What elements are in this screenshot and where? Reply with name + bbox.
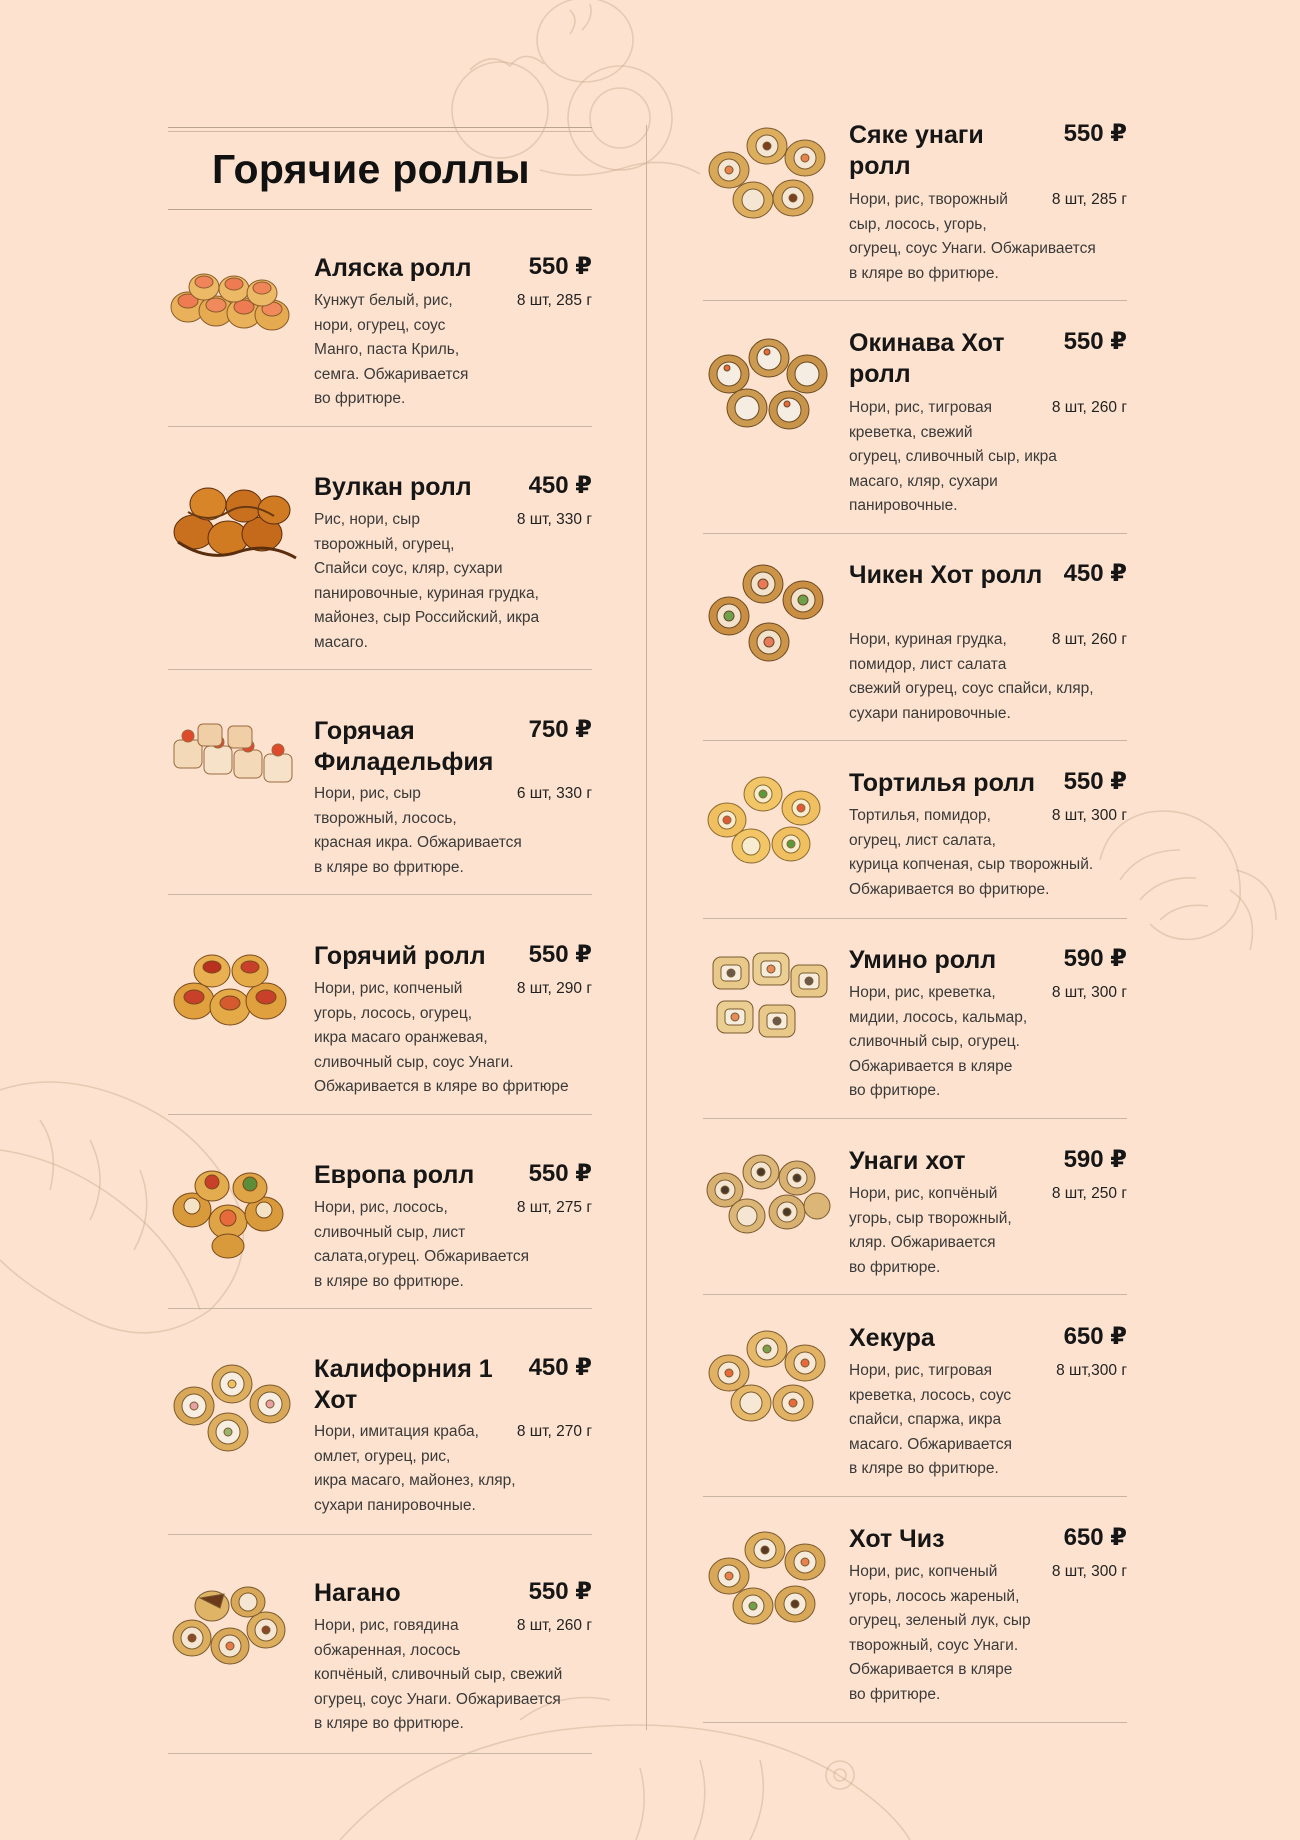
item-name: Горячий ролл xyxy=(314,942,486,970)
item-price: 450 ₽ xyxy=(528,1354,592,1381)
menu-item xyxy=(168,472,592,668)
item-description: Нори, рис, тигровая креветка, лосось, соус спайси, спаржа, икра масаго. Обжаривается в кляре во фритюре. xyxy=(849,1362,1013,1477)
item-price: 550 ₽ xyxy=(528,1578,592,1605)
item-name: Унаги хот xyxy=(849,1147,966,1175)
item-divider xyxy=(168,1114,592,1115)
item-description: Нори, куриная грудка, помидор, лист салата свежий огурец, соус спайси, кляр, сухари панировочные. xyxy=(849,631,1094,722)
menu-item xyxy=(168,716,592,892)
item-divider xyxy=(168,669,592,670)
item-description: Нори, рис, копченый угорь, лосось жареный, огурец, зеленый лук, сыр творожный, соус Унаги. Обжаривается в кляре во фритюре. xyxy=(849,1563,1031,1703)
title-frame xyxy=(168,127,592,210)
item-weight: 8 шт, 270 г xyxy=(516,1423,592,1440)
roll-photo xyxy=(168,716,298,796)
item-description: Нори, рис, креветка, мидии, лосось, кальмар, сливочный сыр, огурец. Обжаривается в кляре во фритюре. xyxy=(849,984,1028,1099)
menu-item xyxy=(168,1354,592,1534)
roll-photo xyxy=(168,255,298,347)
item-divider xyxy=(703,1722,1127,1723)
menu-item xyxy=(168,253,592,425)
roll-photo xyxy=(703,768,833,868)
item-description: Тортилья, помидор, огурец, лист салата, курица копченая, сыр творожный. Обжаривается во фритюре. xyxy=(849,807,1094,898)
item-name: Вулкан ролл xyxy=(314,473,472,501)
item-divider xyxy=(168,1753,592,1754)
item-weight: 8 шт, 290 г xyxy=(516,980,592,997)
item-price: 550 ₽ xyxy=(1063,120,1127,147)
item-weight: 8 шт, 285 г xyxy=(1051,191,1127,208)
item-price: 650 ₽ xyxy=(1063,1323,1127,1350)
menu-item xyxy=(703,1323,1127,1496)
item-price: 650 ₽ xyxy=(1063,1524,1127,1551)
item-price: 550 ₽ xyxy=(528,1160,592,1187)
item-weight: 8 шт, 260 г xyxy=(1051,399,1127,416)
menu-item xyxy=(703,1146,1127,1294)
roll-photo xyxy=(703,120,833,226)
item-weight: 8 шт, 300 г xyxy=(1051,1563,1127,1580)
item-divider xyxy=(168,1308,592,1309)
item-name: Чикен Хот ролл xyxy=(849,561,1043,589)
item-weight: 8 шт, 300 г xyxy=(1051,807,1127,824)
item-description: Кунжут белый, рис, нори, огурец, соус Манго, паста Криль, семга. Обжаривается во фритюре. xyxy=(314,292,469,407)
roll-photo xyxy=(168,941,298,1037)
item-price: 550 ₽ xyxy=(528,253,592,280)
roll-photo xyxy=(168,1160,298,1260)
item-description: Нори, рис, сыр творожный, лосось, красная икра. Обжаривается в кляре во фритюре. xyxy=(314,785,522,876)
item-description: Нори, рис, говядина обжаренная, лосось копчёный, сливочный сыр, свежий огурец, соус Унаги. Обжаривается в кляре во фритюре. xyxy=(314,1617,563,1732)
roll-photo xyxy=(168,1578,298,1678)
item-description: Нори, рис, копчёный угорь, сыр творожный, кляр. Обжаривается во фритюре. xyxy=(849,1185,1012,1276)
menu-item xyxy=(703,945,1127,1118)
item-weight: 8 шт, 260 г xyxy=(1051,631,1127,648)
menu-item xyxy=(168,941,592,1113)
item-divider xyxy=(703,1496,1127,1497)
roll-photo xyxy=(703,1323,833,1429)
menu-item xyxy=(703,120,1127,300)
item-description: Нори, рис, копченый угорь, лосось, огурец, икра масаго оранжевая, сливочный сыр, соус Унаги. Обжаривается в кляре во фритюре xyxy=(314,980,569,1095)
item-name: Хот Чиз xyxy=(849,1525,945,1553)
item-divider xyxy=(703,1294,1127,1295)
item-divider xyxy=(703,918,1127,919)
item-price: 590 ₽ xyxy=(1063,1146,1127,1173)
item-name: Горячая Филадельфия xyxy=(314,717,494,776)
item-price: 750 ₽ xyxy=(528,716,592,743)
item-divider xyxy=(168,426,592,427)
item-price: 450 ₽ xyxy=(528,472,592,499)
item-price: 550 ₽ xyxy=(1063,768,1127,795)
roll-photo xyxy=(703,945,833,1051)
item-price: 550 ₽ xyxy=(1063,328,1127,355)
item-description: Нори, рис, творожный сыр, лосось, угорь, огурец, соус Унаги. Обжаривается в кляре во фритюре. xyxy=(849,191,1096,282)
menu-item xyxy=(168,1578,592,1753)
menu-item xyxy=(703,560,1127,740)
item-weight: 8 шт, 260 г xyxy=(516,1617,592,1634)
menu-item xyxy=(703,1524,1127,1722)
item-weight: 8 шт,300 г xyxy=(1056,1362,1127,1379)
item-divider xyxy=(703,1118,1127,1119)
item-divider xyxy=(703,533,1127,534)
roll-photo xyxy=(168,472,298,576)
item-divider xyxy=(703,300,1127,301)
roll-photo xyxy=(703,1146,833,1242)
item-name: Нагано xyxy=(314,1579,401,1607)
item-description: Рис, нори, сыр творожный, огурец, Спайси соус, кляр, сухари панировочные, куриная грудка, майонез, сыр Российский, икра масаго. xyxy=(314,511,540,651)
roll-photo xyxy=(168,1354,298,1458)
item-divider xyxy=(168,894,592,895)
item-name: Окинава Хот ролл xyxy=(849,329,1005,388)
page-title: Горячие роллы xyxy=(212,146,530,192)
item-name: Умино ролл xyxy=(849,946,997,974)
item-name: Хекура xyxy=(849,1324,935,1352)
item-name: Аляска ролл xyxy=(314,254,472,282)
item-name: Тортилья ролл xyxy=(849,769,1035,797)
item-weight: 6 шт, 330 г xyxy=(516,785,592,802)
item-name: Европа ролл xyxy=(314,1161,475,1189)
item-weight: 8 шт, 275 г xyxy=(516,1199,592,1216)
column-divider xyxy=(646,125,647,1730)
roll-photo xyxy=(703,328,833,434)
item-weight: 8 шт, 285 г xyxy=(516,292,592,309)
roll-photo xyxy=(703,1524,833,1630)
menu-item xyxy=(168,1160,592,1308)
item-price: 550 ₽ xyxy=(528,941,592,968)
item-description: Нори, рис, лосось, сливочный сыр, лист салата,огурец. Обжаривается в кляре во фритюре. xyxy=(314,1199,530,1290)
item-divider xyxy=(168,1534,592,1535)
item-weight: 8 шт, 330 г xyxy=(516,511,592,528)
menu-item xyxy=(703,328,1127,533)
item-weight: 8 шт, 300 г xyxy=(1051,984,1127,1001)
item-divider xyxy=(703,740,1127,741)
item-name: Сяке унаги ролл xyxy=(849,121,984,180)
item-price: 590 ₽ xyxy=(1063,945,1127,972)
roll-photo xyxy=(703,560,833,666)
item-description: Нори, рис, тигровая креветка, свежий огурец, сливочный сыр, икра масаго, кляр, сухари панировочные. xyxy=(849,399,1057,514)
menu-item xyxy=(703,768,1127,918)
item-description: Нори, имитация краба, омлет, огурец, рис, икра масаго, майонез, кляр, сухари панировочные. xyxy=(314,1423,516,1514)
item-price: 450 ₽ xyxy=(1063,560,1127,587)
item-name: Калифорния 1 Хот xyxy=(314,1355,493,1414)
item-weight: 8 шт, 250 г xyxy=(1051,1185,1127,1202)
